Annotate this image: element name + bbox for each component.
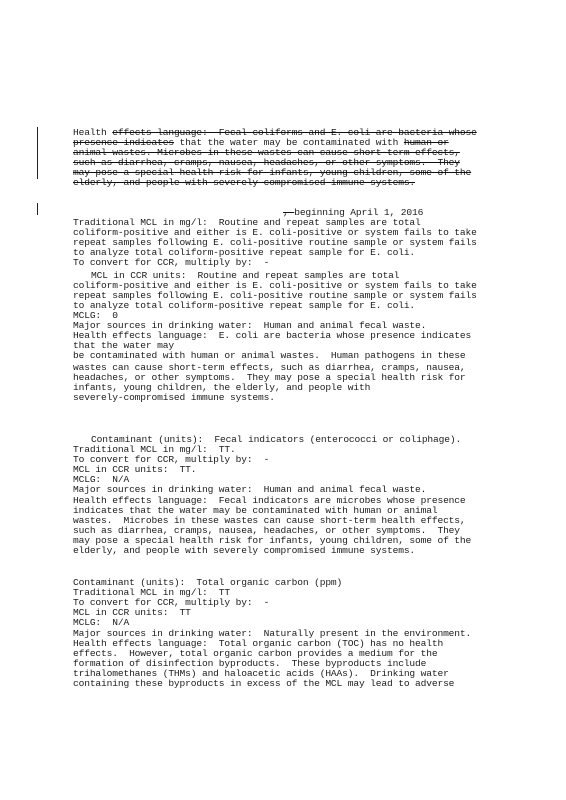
ecoli-line: that the water may	[73, 340, 174, 351]
toc-line: Contaminant (units): Total organic carbon (ppm)	[73, 577, 343, 588]
fecal-line: To convert for CCR, multiply by: -	[73, 454, 270, 465]
revision-line: animal wastes. Microbes in these wastes can cause short-term effects,	[73, 147, 460, 158]
toc-line: trihalomethanes (THMs) and haloacetic acids (HAAs). Drinking water	[73, 668, 449, 679]
fecal-line: elderly, and people with severely compromised immune systems.	[73, 545, 416, 556]
revision-line: elderly, and people with severely compromised immune systems.	[73, 177, 416, 188]
ecoli-line: Traditional MCL in mg/l: Routine and repeat samples are total	[73, 217, 421, 228]
fecal-line: may pose a special health risk for infants, young children, some of the	[73, 535, 472, 546]
ecoli-line: headaches, or other symptoms. They may pose a special health risk for	[73, 372, 466, 383]
ecoli-line: be contaminated with human or animal wastes. Human pathogens in these	[73, 350, 466, 361]
ecoli-line: Major sources in drinking water: Human and animal fecal waste.	[73, 320, 427, 331]
revision-line: may pose a special health risk for infants, young children, some of the	[73, 167, 472, 178]
ecoli-line: coliform-positive and either is E. coli-positive or system fails to take	[73, 280, 477, 291]
toc-line: MCL in CCR units: TT	[73, 607, 191, 618]
fecal-line: MCL in CCR units: TT.	[73, 464, 197, 475]
toc-line: formation of disinfection byproducts. These byproducts include	[73, 658, 427, 669]
toc-line: To convert for CCR, multiply by: -	[73, 597, 270, 608]
toc-line: Health effects language: Total organic carbon (TOC) has no health	[73, 638, 444, 649]
toc-line: effects. However, total organic carbon provides a medium for the	[73, 648, 438, 659]
fecal-line: such as diarrhea, cramps, nausea, headaches, or other symptoms. They	[73, 525, 460, 536]
effective-date-line: , beginning April 1, 2016	[283, 207, 424, 218]
fecal-line: Health effects language: Fecal indicators are microbes whose presence	[73, 495, 466, 506]
fecal-line: Traditional MCL in mg/l: TT.	[73, 444, 236, 455]
toc-line: Traditional MCL in mg/l: TT	[73, 587, 231, 598]
ecoli-line: to analyze total coliform-positive repeat sample for E. coli.	[73, 247, 416, 258]
ecoli-line: repeat samples following E. coli-positive routine sample or system fails	[73, 290, 477, 301]
revision-margin-mark	[37, 203, 38, 215]
ecoli-line: coliform-positive and either is E. coli-positive or system fails to take	[73, 227, 477, 238]
revision-line: presence indicates that the water may be contaminated with human or	[73, 137, 449, 148]
toc-line: containing these byproducts in excess of the MCL may lead to adverse	[73, 678, 455, 689]
fecal-line: indicates that the water may be contaminated with human or animal	[73, 505, 438, 516]
ecoli-line: MCLG: 0	[73, 310, 118, 321]
revision-margin-bar	[37, 127, 38, 179]
ecoli-line: wastes can cause short-term effects, such as diarrhea, cramps, nausea,	[73, 362, 466, 373]
toc-line: MCLG: N/A	[73, 617, 130, 628]
toc-line: Major sources in drinking water: Naturally present in the environment.	[73, 628, 472, 639]
ecoli-line: severely-compromised immune systems.	[73, 392, 275, 403]
revision-line: Health effects language: Fecal coliforms and E. coli are bacteria whose	[73, 127, 477, 138]
ecoli-line: Health effects language: E. coli are bacteria whose presence indicates	[73, 330, 472, 341]
fecal-line: wastes. Microbes in these wastes can cause short-term health effects,	[73, 515, 466, 526]
fecal-line: MCLG: N/A	[73, 474, 130, 485]
ecoli-line: To convert for CCR, multiply by: -	[73, 257, 270, 268]
ecoli-line: infants, young children, the elderly, and people with	[73, 382, 371, 393]
fecal-line: Contaminant (units): Fecal indicators (enterococci or coliphage).	[91, 434, 462, 445]
ecoli-line: to analyze total coliform-positive repeat sample for E. coli.	[73, 300, 416, 311]
fecal-line: Major sources in drinking water: Human and animal fecal waste.	[73, 484, 427, 495]
ecoli-line: MCL in CCR units: Routine and repeat samples are total	[91, 270, 400, 281]
revision-line: such as diarrhea, cramps, nausea, headaches, or other symptoms. They	[73, 157, 460, 168]
ecoli-line: repeat samples following E. coli-positive routine sample or system fails	[73, 237, 477, 248]
